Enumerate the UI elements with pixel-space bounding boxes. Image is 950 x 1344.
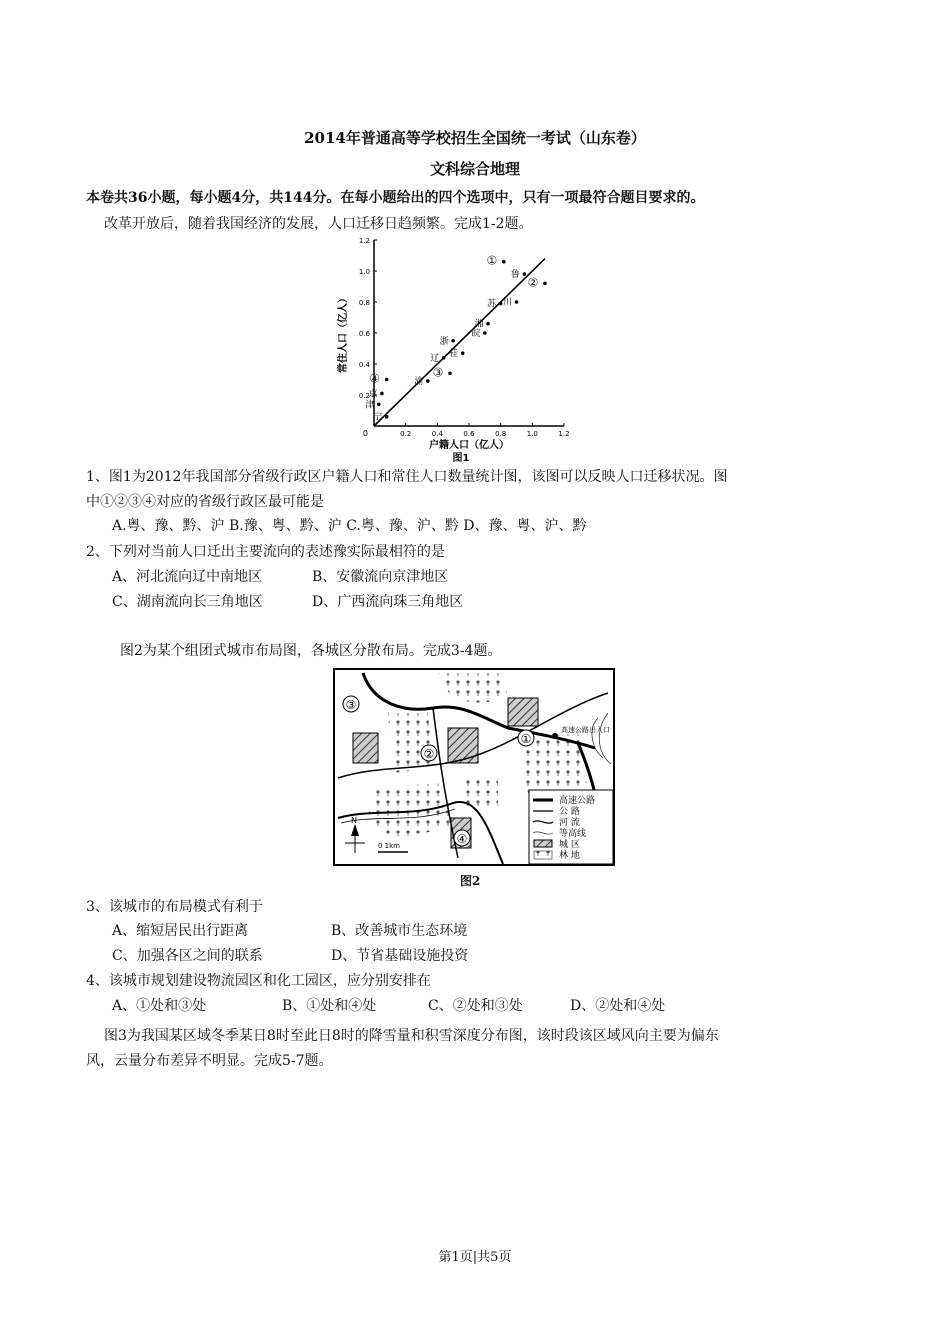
data-point-label: 宁 xyxy=(373,412,383,423)
data-point xyxy=(502,260,506,264)
city-layout-map xyxy=(333,668,615,866)
q4-option-a: A、①处和③处 xyxy=(112,998,207,1014)
data-point xyxy=(377,403,381,407)
svg-text:公 路: 公 路 xyxy=(559,807,580,817)
svg-text:高速公路: 高速公路 xyxy=(559,796,596,806)
exam-subtitle: 文科综合地理 xyxy=(429,160,520,178)
reference-line-y-equals-x xyxy=(374,259,545,426)
map-scale: 0 1km xyxy=(378,842,401,850)
x-tick-label: 1.0 xyxy=(526,430,538,438)
y-tick-label: 0.8 xyxy=(358,299,370,307)
data-point-label: ④ xyxy=(369,371,381,386)
svg-text:N: N xyxy=(351,816,357,825)
data-point-label: 浙 xyxy=(439,336,449,347)
data-point xyxy=(385,415,389,419)
data-point-label: ③ xyxy=(432,365,444,380)
marker-2 xyxy=(421,745,437,761)
q1-stem-line-1: 1、图1为2012年我国部分省级行政区户籍人口和常住人口数量统计图，该图可以反映人口迁移状况。图 xyxy=(86,469,728,485)
origin-label: 0 xyxy=(362,429,368,438)
data-point-label: 苏 xyxy=(487,299,497,310)
data-point-label: 渝 xyxy=(414,377,424,388)
data-point xyxy=(543,282,547,286)
passage-3-line-2: 风，云量分布差异不明显。完成5-7题。 xyxy=(86,1053,333,1069)
svg-text:②: ② xyxy=(423,747,435,761)
svg-text:河 流: 河 流 xyxy=(559,818,580,828)
passage-3-line-1: 图3为我国某区域冬季某日8时至此日8时的降雪量和积雪深度分布图，该时段该区域风向主要为偏东 xyxy=(104,1028,719,1044)
x-axis-label: 户籍人口（亿人） xyxy=(429,440,509,451)
data-point xyxy=(483,331,487,335)
marker-1 xyxy=(518,730,534,746)
population-scatter-chart xyxy=(330,232,580,464)
highway-entrance-label: 高速公路出入口 xyxy=(561,726,610,734)
svg-text:④: ④ xyxy=(456,832,468,846)
y-axis-label: 常住人口（亿人） xyxy=(338,293,349,373)
data-point xyxy=(451,339,455,343)
y-tick-label: 1.2 xyxy=(358,237,370,245)
instructions: 本卷共36小题，每小题4分，共144分。在每小题给出的四个选项中，只有一项最符合题目要求的。 xyxy=(86,190,705,206)
exam-title: 2014年普通高等学校招生全国统一考试（山东卷） xyxy=(304,129,646,147)
x-tick-label: 1.2 xyxy=(558,430,570,438)
map-legend xyxy=(529,790,613,864)
data-point-label: 津 xyxy=(365,400,375,411)
q2-option-a: A、河北流向辽中南地区 xyxy=(112,569,263,585)
y-tick-label: 0.2 xyxy=(358,392,370,400)
page-footer: 第1页|共5页 xyxy=(438,1250,512,1265)
q1-options: A.粤、豫、黔、沪 B.豫、粤、黔、沪 C.粤、豫、沪、黔 D、豫、粤、沪、黔 xyxy=(112,518,587,534)
data-point-label: ① xyxy=(486,253,498,268)
q2-stem: 2、下列对当前人口迁出主要流向的表述豫实际最相符的是 xyxy=(86,544,445,560)
data-point-label: ② xyxy=(527,275,539,290)
q2-option-d: D、广西流向珠三角地区 xyxy=(312,594,464,610)
q3-stem: 3、该城市的布局模式有利于 xyxy=(86,899,263,915)
data-point-label: 京 xyxy=(368,389,378,400)
svg-text:①: ① xyxy=(520,732,532,746)
q3-option-b: B、改善城市生态环境 xyxy=(331,923,468,939)
q4-option-c: C、②处和③处 xyxy=(428,998,523,1014)
q4-option-b: B、①处和④处 xyxy=(282,998,377,1014)
data-point xyxy=(380,392,384,396)
marker-4 xyxy=(454,830,470,846)
passage-1: 改革开放后，随着我国经济的发展，人口迁移日趋频繁。完成1-2题。 xyxy=(104,216,533,232)
data-point xyxy=(461,351,465,355)
svg-text:林 地: 林 地 xyxy=(559,851,580,861)
data-point xyxy=(442,356,446,360)
q3-option-a: A、缩短居民出行距离 xyxy=(112,923,249,939)
q2-option-c: C、湖南流向长三角地区 xyxy=(112,594,263,610)
passage-2: 图2为某个组团式城市布局图，各城区分散布局。完成3-4题。 xyxy=(120,643,502,659)
data-point-label: 川 xyxy=(502,298,513,308)
data-point xyxy=(426,379,430,383)
svg-text:③: ③ xyxy=(345,698,357,712)
y-tick-label: 0.6 xyxy=(358,330,370,338)
data-point-label: 皖 xyxy=(471,329,481,339)
marker-3 xyxy=(343,696,359,712)
q2-option-b: B、安徽流向京津地区 xyxy=(312,569,449,585)
data-point-label: 湘 xyxy=(474,319,484,330)
data-point xyxy=(499,302,503,306)
data-point-label: 桂 xyxy=(449,349,459,360)
y-tick-label: 0.4 xyxy=(358,361,370,369)
x-tick-label: 0.2 xyxy=(400,430,412,438)
x-tick-label: 0.6 xyxy=(463,430,475,438)
q3-option-d: D、节省基础设施投资 xyxy=(331,948,469,964)
data-point-label: 鲁 xyxy=(510,270,520,281)
data-point-label: 辽 xyxy=(430,353,440,364)
data-point xyxy=(385,378,389,382)
svg-text:城 区: 城 区 xyxy=(559,840,580,850)
chart-title: 图1 xyxy=(452,453,470,464)
q4-stem: 4、该城市规划建设物流园区和化工园区，应分别安排在 xyxy=(86,973,431,989)
x-tick-label: 0.4 xyxy=(431,430,443,438)
data-point xyxy=(448,372,452,376)
data-point xyxy=(523,272,527,276)
y-tick-label: 1.0 xyxy=(358,268,370,276)
map-caption: 图2 xyxy=(460,874,481,888)
svg-text:等高线: 等高线 xyxy=(559,829,587,839)
x-tick-label: 0.8 xyxy=(495,430,507,438)
q4-option-d: D、②处和④处 xyxy=(570,998,666,1014)
data-point xyxy=(515,300,519,304)
data-point xyxy=(486,322,490,326)
q1-stem-line-2: 中①②③④对应的省级行政区最可能是 xyxy=(86,494,324,510)
q3-option-c: C、加强各区之间的联系 xyxy=(112,948,263,964)
